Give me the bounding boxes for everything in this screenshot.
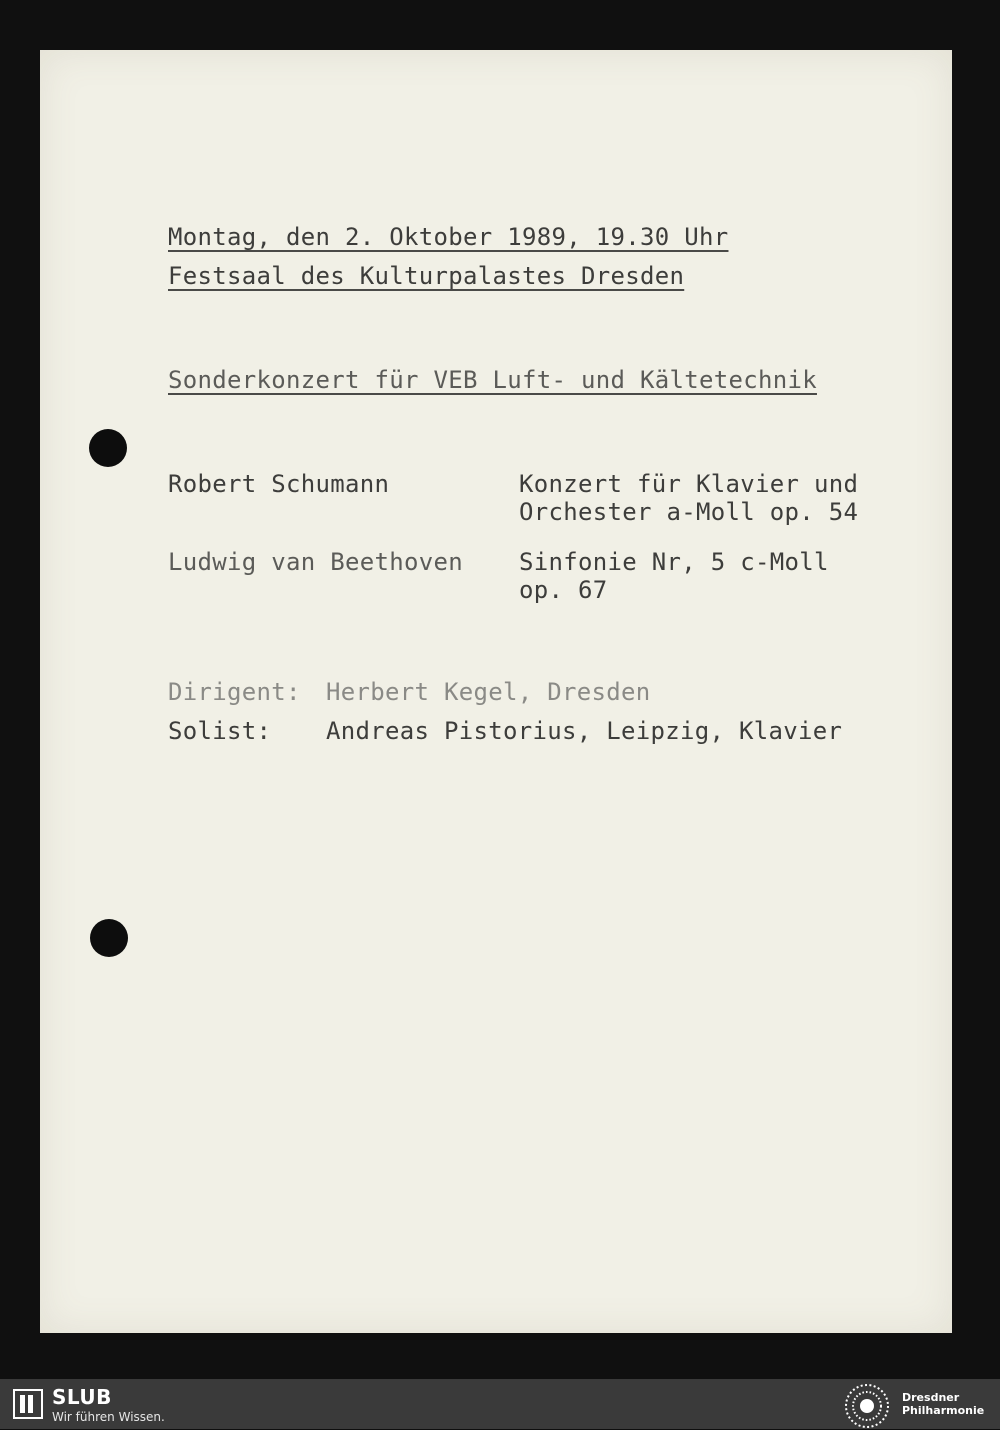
date-time-line: Montag, den 2. Oktober 1989, 19.30 Uhr <box>168 223 729 251</box>
soloist-value: Andreas Pistorius, Leipzig, Klavier <box>326 717 843 745</box>
work-beethoven-line-1: Sinfonie Nr, 5 c-Moll <box>519 548 829 576</box>
philharmonie-logo-icon <box>843 1382 891 1430</box>
work-beethoven-line-2: op. 67 <box>519 576 608 604</box>
conductor-value: Herbert Kegel, Dresden <box>326 678 651 706</box>
philharmonie-wordmark <box>902 1391 984 1417</box>
composer-schumann: Robert Schumann <box>168 470 390 498</box>
soloist-label: Solist: <box>168 717 272 745</box>
work-schumann-line-2: Orchester a-Moll op. 54 <box>519 498 859 526</box>
conductor-label: Dirigent: <box>168 678 301 706</box>
venue-line: Festsaal des Kulturpalastes Dresden <box>168 262 685 290</box>
work-schumann-line-1: Konzert für Klavier und <box>519 470 859 498</box>
punch-hole-bottom <box>90 919 128 957</box>
concert-title: Sonderkonzert für VEB Luft- und Kältetechnik <box>168 366 817 394</box>
footer-bar <box>0 1379 1000 1429</box>
composer-beethoven: Ludwig van Beethoven <box>168 548 463 576</box>
slub-wordmark: SLUB <box>52 1385 112 1409</box>
punch-hole-top <box>89 429 127 467</box>
philharmonie-line-1: Dresdner <box>902 1391 960 1404</box>
philharmonie-line-2: Philharmonie <box>902 1404 985 1417</box>
slub-logo-icon <box>13 1389 43 1419</box>
slub-tagline: Wir führen Wissen. <box>52 1410 165 1424</box>
